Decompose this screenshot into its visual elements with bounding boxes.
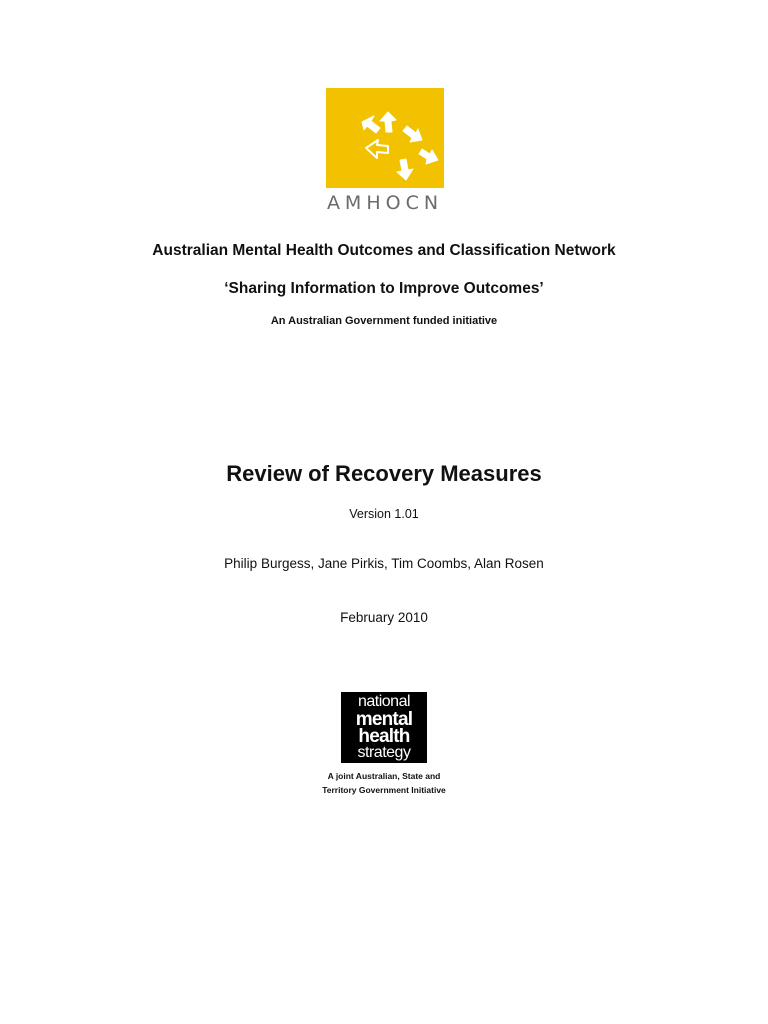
document-version: Version 1.01 — [349, 507, 419, 521]
logo-line-health: health — [358, 726, 410, 747]
network-title: Australian Mental Health Outcomes and Classification Network — [152, 242, 616, 259]
amhocn-logo — [326, 88, 444, 188]
amhocn-wordmark: AMHOCN — [326, 192, 444, 214]
logo-line-national: national — [357, 693, 411, 710]
joint-initiative-line-2: Territory Government Initiative — [322, 785, 446, 795]
document-date: February 2010 — [340, 610, 428, 625]
funding-note: An Australian Government funded initiative — [270, 315, 498, 327]
national-mental-health-strategy-logo — [341, 692, 427, 763]
document-authors: Philip Burgess, Jane Pirkis, Tim Coombs, Alan Rosen — [224, 556, 544, 571]
tagline: ‘Sharing Information to Improve Outcomes’ — [224, 280, 544, 297]
document-title: Review of Recovery Measures — [226, 461, 542, 486]
logo-line-mental: mental — [355, 709, 413, 730]
arrows-cycle-icon — [326, 88, 444, 188]
logo-line-strategy: strategy — [357, 744, 411, 761]
joint-initiative-line-1: A joint Australian, State and — [327, 771, 441, 781]
